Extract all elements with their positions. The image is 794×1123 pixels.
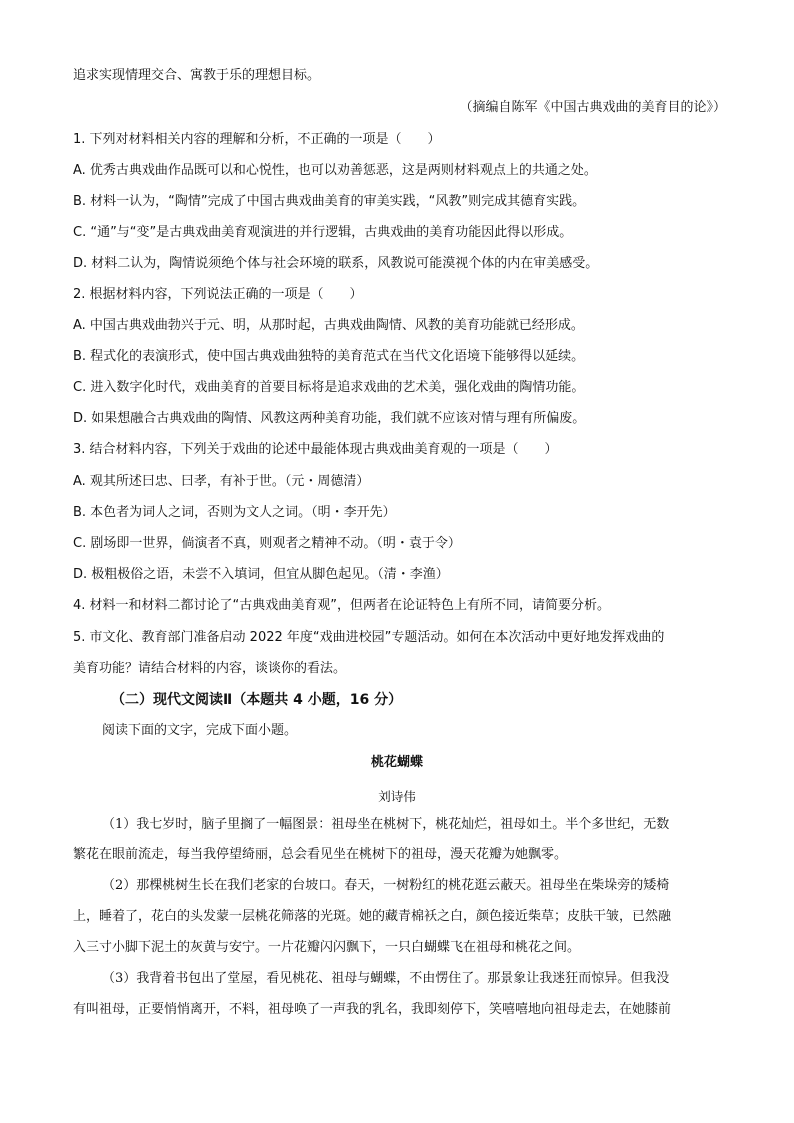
article-author: 刘诗伟 bbox=[378, 789, 416, 804]
question-1-option-d: D. 材料二认为，陶情说须绝个体与社会环境的联系，风教说可能漠视个体的内在审美感受。 bbox=[73, 256, 599, 271]
question-4-stem: 4. 材料一和材料二都讨论了“古典戏曲美育观”，但两者在论证特色上有所不同，请简要分析。 bbox=[73, 598, 611, 613]
question-3-option-d: D. 极粗极俗之语，未尝不入填词，但宜从脚色起见。（清・李渔） bbox=[73, 567, 449, 582]
question-3-option-a: A. 观其所述曰忠、曰孝，有补于世。（元・周德清） bbox=[73, 474, 370, 489]
question-5-stem: 5. 市文化、教育部门准备启动 2022 年度“戏曲进校园”专题活动。如何在本次活动中更好地发挥戏曲的 bbox=[73, 630, 665, 645]
section-instruction: 阅读下面的文字，完成下面小题。 bbox=[102, 723, 298, 738]
paragraph-3-line-2: 有叫祖母，正要悄悄离开，不料，祖母唤了一声我的乳名，我即刻停下，笑嘻嘻地向祖母走去，在她膝前 bbox=[73, 1002, 672, 1017]
paragraph-3-line-1: （3）我背着书包出了堂屋，看见桃花、祖母与蝴蝶，不由愣住了。那景象让我迷狂而惊异。但我没 bbox=[102, 971, 670, 986]
paragraph-1-line-1: （1）我七岁时，脑子里搁了一幅图景：祖母坐在桃树下，桃花灿烂，祖母如土。半个多世纪，无数 bbox=[102, 817, 670, 832]
question-2-option-b: B. 程式化的表演形式，使中国古典戏曲独特的美育范式在当代文化语境下能够得以延续。 bbox=[73, 349, 585, 364]
material-tail-line: 追求实现情理交合、寓教于乐的理想目标。 bbox=[73, 68, 321, 83]
question-3-option-c: C. 剧场即一世界，倘演者不真，则观者之精神不动。（明・袁于令） bbox=[73, 536, 461, 551]
citation: （摘编自陈军《中国古典戏曲的美育目的论》） bbox=[459, 100, 726, 115]
article-title: 桃花蝴蝶 bbox=[370, 755, 423, 770]
question-1-option-b: B. 材料一认为，“陶情”完成了中国古典戏曲美育的审美实践，“风教”则完成其德育实践。 bbox=[73, 194, 586, 209]
question-2-stem: 2. 根据材料内容，下列说法正确的一项是（ ） bbox=[73, 287, 363, 302]
question-1-option-c: C. “通”与“变”是古典戏曲美育观演进的并行逻辑，古典戏曲的美育功能因此得以形成。 bbox=[73, 225, 573, 240]
paragraph-2-line-1: （2）那棵桃树生长在我们老家的台坡口。春天，一树粉红的桃花逛云蔽天。祖母坐在柴垛旁的矮椅 bbox=[102, 878, 670, 893]
question-5-continuation: 美育功能？请结合材料的内容，谈谈你的看法。 bbox=[73, 661, 347, 676]
question-1-option-a: A. 优秀古典戏曲作品既可以和心悦性，也可以劝善惩恶，这是两则材料观点上的共通之处。 bbox=[73, 163, 597, 178]
paragraph-2-line-3: 入三寸小脚下泥土的灰黄与安宁。一片花瓣闪闪飘下，一只白蝴蝶飞在祖母和桃花之间。 bbox=[73, 940, 581, 955]
question-2-option-d: D. 如果想融合古典戏曲的陶情、风教这两种美育功能，我们就不应该对情与理有所偏废。 bbox=[73, 411, 586, 426]
section-title: （二）现代文阅读Ⅱ（本题共 4 小题，16 分） bbox=[111, 692, 403, 708]
question-1-stem: 1. 下列对材料相关内容的理解和分析，不正确的一项是（ ） bbox=[73, 132, 441, 147]
paragraph-1-line-2: 繁花在眼前流走，每当我停望绮丽，总会看见坐在桃树下的祖母，漫天花瓣为她飘零。 bbox=[73, 847, 568, 862]
question-3-stem: 3. 结合材料内容，下列关于戏曲的论述中最能体现古典戏曲美育观的一项是（ ） bbox=[73, 442, 558, 457]
question-3-option-b: B. 本色者为词人之词，否则为文人之词。（明・李开先） bbox=[73, 505, 396, 520]
paragraph-2-line-2: 上，睡着了，花白的头发蒙一层桃花筛落的光斑。她的藏青棉袄之白，颜色接近柴草；皮肤干皱，已然融 bbox=[73, 909, 672, 924]
question-2-option-c: C. 进入数字化时代，戏曲美育的首要目标将是追求戏曲的艺术美，强化戏曲的陶情功能。 bbox=[73, 380, 585, 395]
question-2-option-a: A. 中国古典戏曲勃兴于元、明，从那时起，古典戏曲陶情、风教的美育功能就已经形成。 bbox=[73, 318, 584, 333]
